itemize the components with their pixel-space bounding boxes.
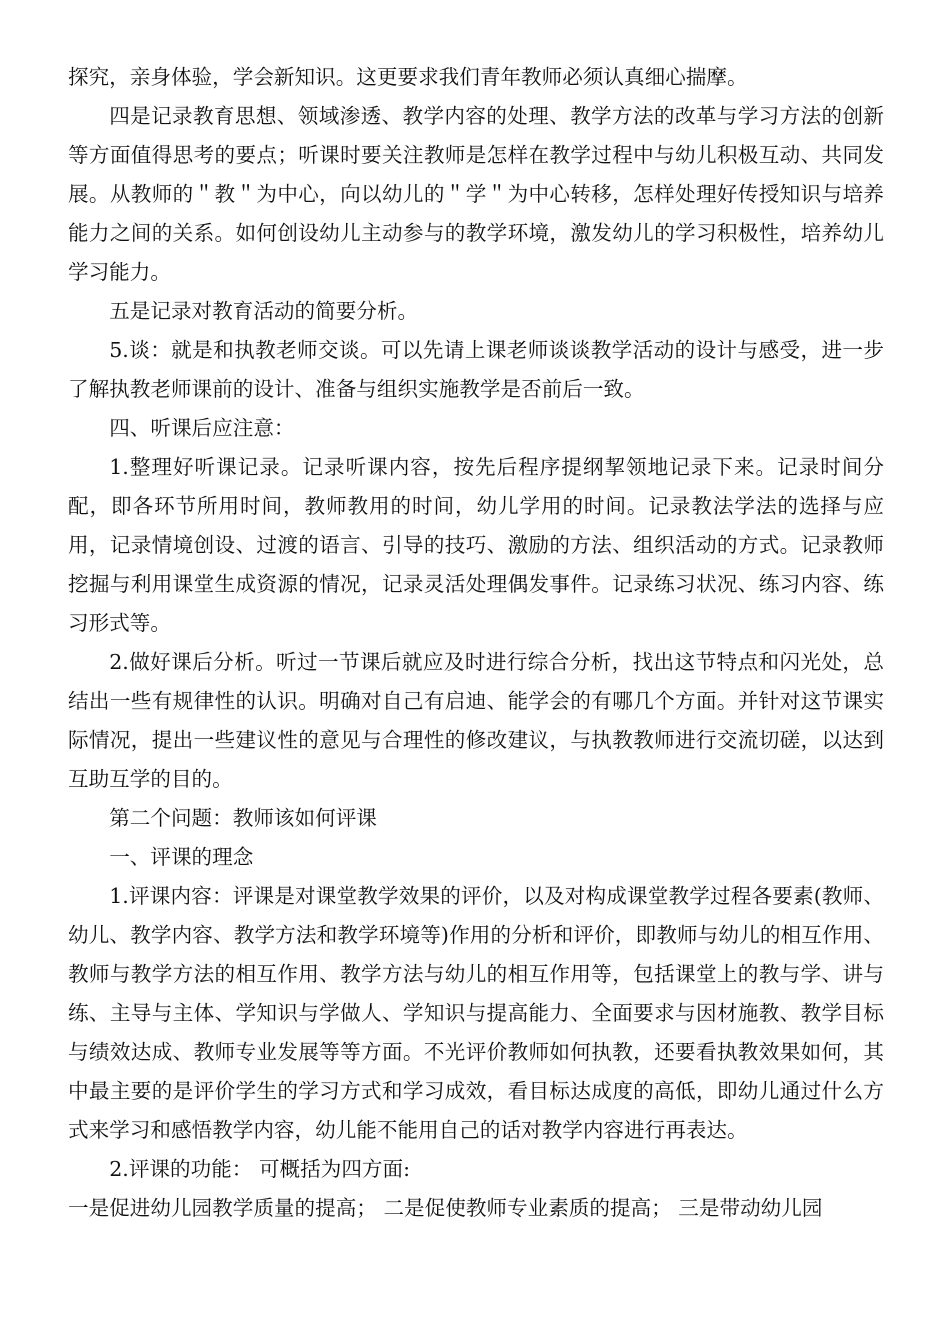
- paragraph: 探究，亲身体验，学会新知识。这更要求我们青年教师必须认真细心揣摩。: [68, 65, 748, 89]
- paragraph: 2.评课的功能： 可概括为四方面:: [109, 1157, 411, 1181]
- section-heading: 第二个问题：教师该如何评课: [109, 806, 377, 830]
- paragraph: 五是记录对教育活动的简要分析。: [109, 299, 419, 323]
- paragraph: 2.做好课后分析。听过一节课后就应及时进行综合分析，找出这节特点和闪光处，总结出一些有规律性的认识。明确对自己有启迪、能学会的有哪几个方面。并针对这节课实际情况，提出一些建议性的意见与合理性的修改建议，与执教教师进行交流切磋，以达到互助互学的目的。: [68, 650, 884, 791]
- paragraph: 5.谈：就是和执教老师交谈。可以先请上课老师谈谈教学活动的设计与感受，进一步了解执教老师课前的设计、准备与组织实施教学是否前后一致。: [68, 338, 884, 401]
- section-heading: 一、评课的理念: [109, 845, 254, 869]
- paragraph: 1.整理好听课记录。记录听课内容，按先后程序提纲挈领地记录下来。记录时间分配，即各环节所用时间，教师教用的时间，幼儿学用的时间。记录教法学法的选择与应用，记录情境创设、过渡的语言、引导的技巧、激励的方法、组织活动的方式。记录教师挖掘与利用课堂生成资源的情况，记录灵活处理偶发事件。记录练习状况、练习内容、练习形式等。: [68, 455, 884, 635]
- section-heading: 四、听课后应注意：: [109, 416, 295, 440]
- paragraph: 四是记录教育思想、领域渗透、教学内容的处理、教学方法的改革与学习方法的创新等方面值得思考的要点；听课时要关注教师是怎样在教学过程中与幼儿积极互动、共同发展。从教师的＂教＂为中心，向以幼儿的＂学＂为中心转移，怎样处理好传授知识与培养能力之间的关系。如何创设幼儿主动参与的教学环境，激发幼儿的学习积极性，培养幼儿学习能力。: [68, 104, 884, 284]
- paragraph: 一是促进幼儿园教学质量的提高； 二是促使教师专业素质的提高； 三是带动幼儿园: [68, 1196, 823, 1220]
- paragraph: 1.评课内容：评课是对课堂教学效果的评价，以及对构成课堂教学过程各要素(教师、幼儿、教学内容、教学方法和教学环境等)作用的分析和评价，即教师与幼儿的相互作用、教师与教学方法的相互作用、教学方法与幼儿的相互作用等，包括课堂上的教与学、讲与练、主导与主体、学知识与学做人、学知识与提高能力、全面要求与因材施教、教学目标与绩效达成、教师专业发展等等方面。不光评价教师如何执教，还要看执教效果如何，其中最主要的是评价学生的学习方式和学习成效，看目标达成度的高低，即幼儿通过什么方式来学习和感悟教学内容，幼儿能不能用自己的话对教学内容进行再表达。: [68, 884, 884, 1142]
